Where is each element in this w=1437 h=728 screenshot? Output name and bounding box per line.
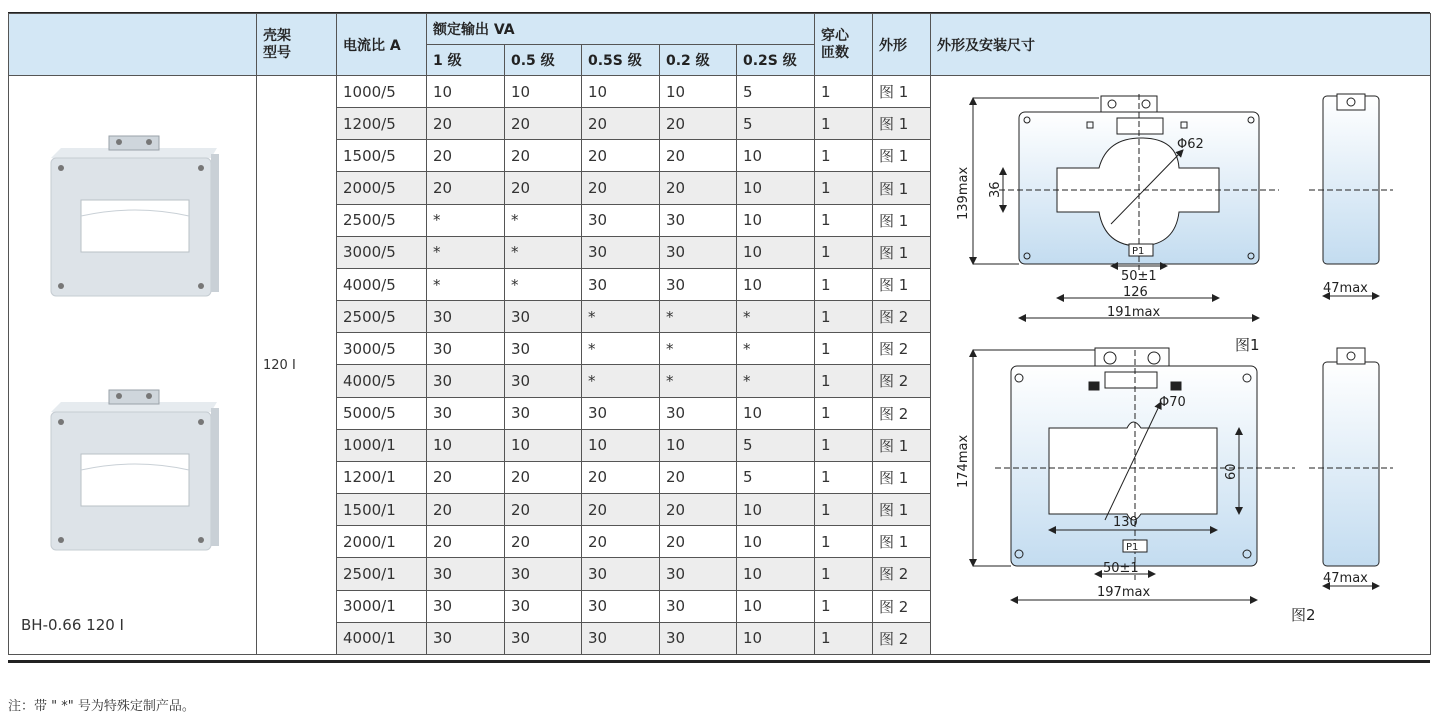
table-cell: 图 2: [873, 333, 931, 365]
table-cell: 2000/5: [337, 172, 427, 204]
table-cell: 20: [505, 172, 582, 204]
table-cell: 10: [582, 429, 660, 461]
header-image: [9, 14, 257, 76]
table-cell: 30: [660, 558, 737, 590]
table-cell: 30: [582, 204, 660, 236]
table-cell: 1: [815, 76, 873, 108]
table-cell: 5: [737, 429, 815, 461]
table-cell: 20: [427, 140, 505, 172]
d2-height: 174max: [956, 434, 971, 488]
d1-dia: Φ62: [1177, 137, 1204, 152]
table-cell: 1: [815, 526, 873, 558]
table-cell: 1: [815, 590, 873, 622]
table-cell: 20: [660, 140, 737, 172]
table-cell: 图 2: [873, 558, 931, 590]
table-cell: 10: [737, 590, 815, 622]
table-cell: 20: [582, 526, 660, 558]
table-cell: 图 2: [873, 301, 931, 333]
table-cell: 20: [427, 172, 505, 204]
d2-terminal: P1: [1126, 542, 1139, 553]
table-cell: 20: [582, 172, 660, 204]
footnote: 注：带 " *" 号为特殊定制产品。: [8, 699, 195, 714]
table-cell: *: [582, 333, 660, 365]
table-cell: *: [582, 365, 660, 397]
table-cell: 1: [815, 236, 873, 268]
table-cell: 2500/5: [337, 301, 427, 333]
table-cell: *: [505, 204, 582, 236]
table-cell: 10: [427, 429, 505, 461]
table-cell: 20: [582, 108, 660, 140]
table-cell: 10: [505, 429, 582, 461]
table-cell: 30: [660, 268, 737, 300]
table-cell: 5: [737, 108, 815, 140]
table-cell: 1: [815, 622, 873, 654]
table-cell: 1200/5: [337, 108, 427, 140]
table-cell: 10: [582, 76, 660, 108]
table-cell: 图 1: [873, 172, 931, 204]
dimension-drawings: [939, 80, 1429, 660]
table-cell: 20: [505, 140, 582, 172]
header-dimensions: 外形及安装尺寸: [931, 14, 1431, 76]
table-cell: *: [427, 204, 505, 236]
table-cell: 图 1: [873, 140, 931, 172]
d2-width: 197max: [1097, 585, 1151, 600]
header-shape: 外形: [873, 14, 931, 76]
table-cell: 30: [427, 590, 505, 622]
table-cell: 4000/5: [337, 365, 427, 397]
table-cell: *: [582, 301, 660, 333]
product-photo-1: [51, 136, 219, 296]
table-cell: 1000/1: [337, 429, 427, 461]
d1-window-h: 36: [988, 181, 1003, 198]
table-cell: 30: [505, 365, 582, 397]
d1-window-w: 126: [1123, 285, 1148, 300]
table-cell: 2500/5: [337, 204, 427, 236]
table-cell: 图 1: [873, 268, 931, 300]
table-cell: 1: [815, 108, 873, 140]
table-cell: 20: [427, 526, 505, 558]
table-cell: 10: [737, 397, 815, 429]
table-cell: 20: [505, 494, 582, 526]
d1-pitch: 50±1: [1121, 269, 1157, 284]
table-cell: 图 1: [873, 236, 931, 268]
table-cell: 图 1: [873, 461, 931, 493]
table-cell: *: [660, 301, 737, 333]
table-cell: 30: [582, 236, 660, 268]
drawing-1: [956, 94, 1393, 354]
table-cell: 5: [737, 76, 815, 108]
table-cell: 10: [737, 172, 815, 204]
table-bottom-rule: [8, 660, 1430, 663]
product-caption: BH-0.66 120 I: [21, 616, 124, 634]
table-cell: 图 2: [873, 590, 931, 622]
table-cell: 10: [737, 268, 815, 300]
table-cell: 30: [660, 397, 737, 429]
table-cell: 30: [660, 204, 737, 236]
table-cell: 30: [505, 397, 582, 429]
table-cell: *: [505, 268, 582, 300]
table-cell: 30: [427, 397, 505, 429]
table-cell: 20: [660, 172, 737, 204]
table-cell: 3000/5: [337, 333, 427, 365]
table-cell: 1500/5: [337, 140, 427, 172]
table-cell: *: [427, 236, 505, 268]
table-cell: 30: [505, 622, 582, 654]
table-cell: *: [427, 268, 505, 300]
drawing-2: [956, 348, 1393, 624]
header-frame-model: 壳架 型号: [257, 14, 337, 76]
table-cell: 5: [737, 461, 815, 493]
table-cell: 1000/5: [337, 76, 427, 108]
table-cell: 2500/1: [337, 558, 427, 590]
table-cell: 1: [815, 204, 873, 236]
table-cell: 1: [815, 397, 873, 429]
d1-caption: 图1: [1235, 336, 1260, 354]
table-cell: 20: [505, 108, 582, 140]
table-cell: 30: [505, 301, 582, 333]
table-cell: 图 1: [873, 76, 931, 108]
table-cell: 1: [815, 140, 873, 172]
table-cell: 10: [737, 622, 815, 654]
table-cell: 20: [660, 526, 737, 558]
d1-width: 191max: [1107, 305, 1161, 320]
table-cell: 10: [737, 526, 815, 558]
table-cell: 10: [660, 76, 737, 108]
table-cell: 20: [505, 526, 582, 558]
header-current-ratio: 电流比 A: [337, 14, 427, 76]
d2-window-w: 130: [1113, 515, 1138, 530]
table-cell: 20: [582, 494, 660, 526]
table-cell: 2000/1: [337, 526, 427, 558]
table-cell: 1: [815, 172, 873, 204]
table-cell: 30: [582, 558, 660, 590]
table-cell: 30: [660, 236, 737, 268]
header-class-02: 0.2 级: [660, 45, 737, 76]
table-cell: 20: [660, 494, 737, 526]
table-cell: 1200/1: [337, 461, 427, 493]
table-cell: *: [737, 365, 815, 397]
table-cell: 30: [582, 590, 660, 622]
table-cell: 30: [660, 590, 737, 622]
d1-height: 139max: [956, 166, 971, 220]
table-cell: 20: [660, 461, 737, 493]
table-cell: 20: [582, 140, 660, 172]
header-class-05: 0.5 级: [505, 45, 582, 76]
table-cell: 1: [815, 268, 873, 300]
table-cell: 1: [815, 461, 873, 493]
table-cell: 1: [815, 429, 873, 461]
table-cell: 3000/1: [337, 590, 427, 622]
product-photo-2: [51, 390, 219, 550]
table-cell: 10: [505, 76, 582, 108]
table-cell: 10: [737, 140, 815, 172]
table-cell: 30: [505, 333, 582, 365]
header-class-1: 1 级: [427, 45, 505, 76]
table-cell: 30: [427, 333, 505, 365]
table-cell: 1: [815, 558, 873, 590]
frame-model-value: 120 I: [257, 76, 337, 655]
table-cell: 图 2: [873, 397, 931, 429]
product-image-cell: [9, 76, 257, 655]
table-cell: 30: [660, 622, 737, 654]
table-cell: 20: [582, 461, 660, 493]
table-cell: 10: [660, 429, 737, 461]
table-cell: *: [660, 365, 737, 397]
table-cell: 30: [427, 301, 505, 333]
table-cell: 图 2: [873, 622, 931, 654]
table-cell: 10: [737, 204, 815, 236]
table-cell: 30: [582, 268, 660, 300]
table-cell: 1500/1: [337, 494, 427, 526]
table-cell: 30: [427, 365, 505, 397]
d2-dia: Φ70: [1159, 395, 1186, 410]
table-cell: *: [737, 333, 815, 365]
table-cell: 图 2: [873, 365, 931, 397]
table-cell: 图 1: [873, 429, 931, 461]
table-cell: 30: [505, 590, 582, 622]
d1-depth: 47max: [1323, 281, 1368, 296]
table-cell: 30: [582, 397, 660, 429]
table-cell: 图 1: [873, 494, 931, 526]
table-cell: 30: [427, 558, 505, 590]
table-cell: 3000/5: [337, 236, 427, 268]
table-cell: 30: [427, 622, 505, 654]
header-rated-output: 额定输出 VA: [427, 14, 815, 45]
table-cell: 图 1: [873, 108, 931, 140]
table-cell: 10: [737, 494, 815, 526]
table-cell: 10: [737, 558, 815, 590]
table-cell: 30: [582, 622, 660, 654]
table-cell: 20: [427, 461, 505, 493]
table-cell: 10: [427, 76, 505, 108]
table-cell: 20: [660, 108, 737, 140]
table-cell: 1: [815, 365, 873, 397]
table-cell: *: [505, 236, 582, 268]
table-cell: 1: [815, 494, 873, 526]
table-cell: 1: [815, 333, 873, 365]
table-cell: 图 1: [873, 526, 931, 558]
header-class-02s: 0.2S 级: [737, 45, 815, 76]
d2-window-h: 60: [1224, 463, 1239, 480]
d2-depth: 47max: [1323, 571, 1368, 586]
table-cell: 20: [427, 494, 505, 526]
table-cell: 4000/5: [337, 268, 427, 300]
table-cell: 4000/1: [337, 622, 427, 654]
table-cell: 图 1: [873, 204, 931, 236]
table-cell: 1: [815, 301, 873, 333]
d2-pitch: 50±1: [1103, 561, 1139, 576]
table-cell: 20: [505, 461, 582, 493]
d1-terminal: P1: [1132, 246, 1145, 257]
table-cell: *: [737, 301, 815, 333]
d2-caption: 图2: [1291, 606, 1316, 624]
table-cell: 10: [737, 236, 815, 268]
table-cell: *: [660, 333, 737, 365]
product-photos: [9, 76, 257, 654]
table-cell: 20: [427, 108, 505, 140]
header-turns: 穿心 匝数: [815, 14, 873, 76]
table-cell: 5000/5: [337, 397, 427, 429]
table-cell: 30: [505, 558, 582, 590]
header-class-05s: 0.5S 级: [582, 45, 660, 76]
